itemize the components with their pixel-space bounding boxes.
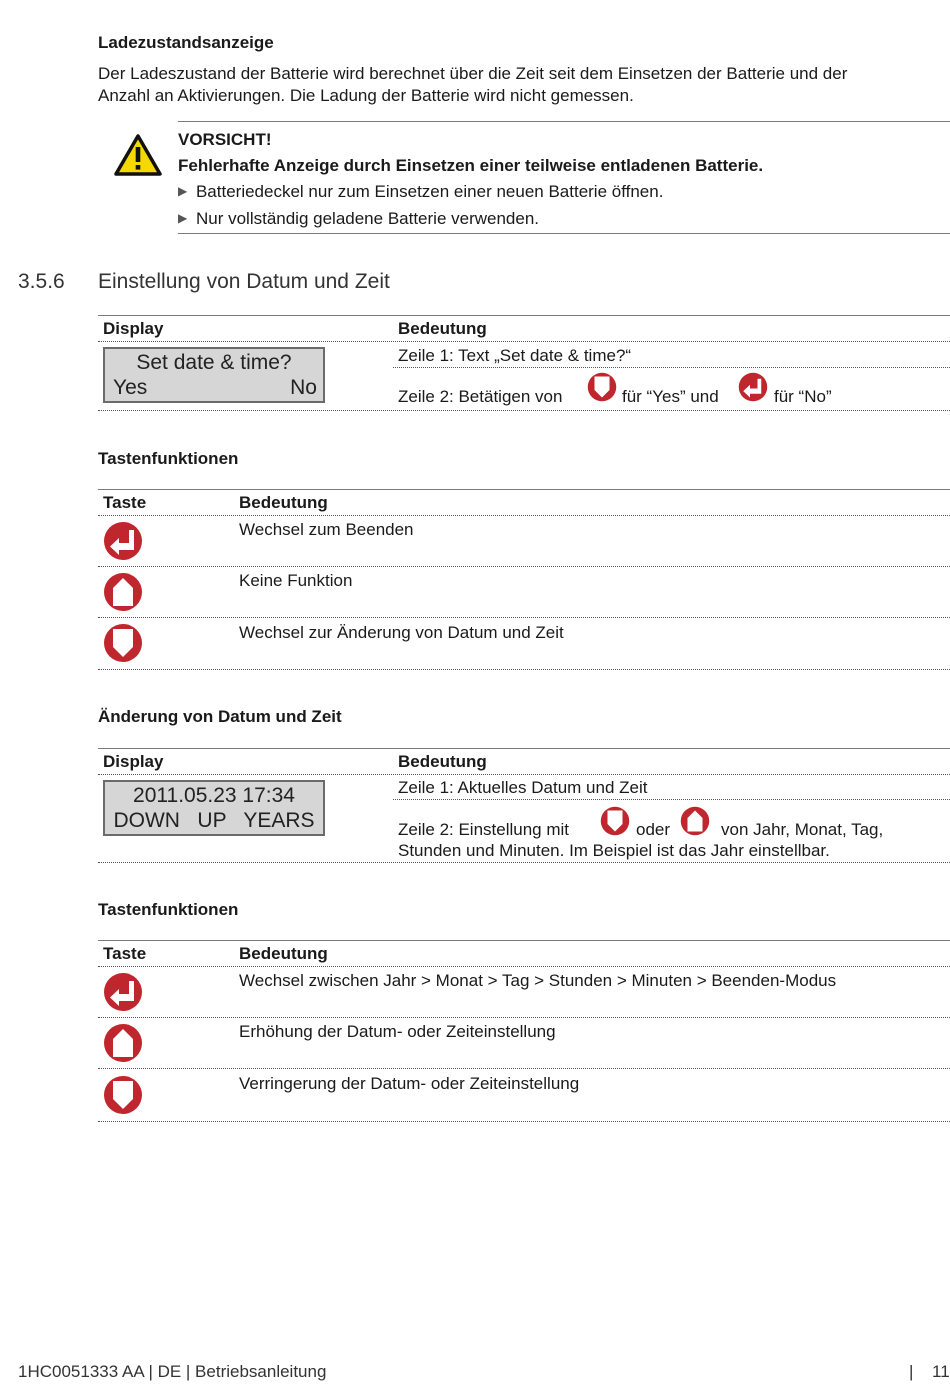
bullet-arrow-icon: ▶ bbox=[178, 211, 188, 225]
down-key-icon bbox=[587, 372, 617, 402]
table1-bottom-rule bbox=[98, 410, 950, 411]
up-key-icon bbox=[103, 572, 143, 612]
keys2-heading: Tastenfunktionen bbox=[98, 900, 239, 919]
keys1-col-meaning: Bedeutung bbox=[239, 493, 328, 512]
down-key-icon bbox=[103, 1075, 143, 1115]
keys2-bottom-rule bbox=[98, 1121, 950, 1122]
keys2-row-rule bbox=[98, 1068, 950, 1069]
change-row1: Zeile 1: Aktuelles Datum und Zeit bbox=[398, 778, 648, 797]
table1-col-display: Display bbox=[103, 319, 164, 338]
lcd-line1: 2011.05.23 17:34 bbox=[133, 784, 295, 807]
footer-separator: | bbox=[909, 1362, 914, 1381]
up-key-icon bbox=[680, 806, 710, 836]
table1-top-rule bbox=[98, 315, 950, 316]
down-key-icon bbox=[600, 806, 630, 836]
keys2-col-key: Taste bbox=[103, 944, 147, 963]
warning-triangle-icon bbox=[114, 134, 162, 176]
change-bottom-rule bbox=[98, 862, 950, 863]
lcd-line1: Set date & time? bbox=[136, 351, 292, 374]
keys2-row-rule bbox=[98, 1017, 950, 1018]
lcd-display bbox=[103, 347, 325, 403]
battery-heading: Ladezustandsanzeige bbox=[98, 33, 274, 52]
change-row-rule bbox=[393, 799, 950, 800]
caution-title: Fehlerhafte Anzeige durch Einsetzen einer teilweise entladenen Batterie. bbox=[178, 156, 764, 175]
enter-key-icon bbox=[103, 972, 143, 1012]
lcd-display bbox=[103, 780, 325, 836]
table1-header-rule bbox=[98, 341, 950, 342]
section-number: 3.5.6 bbox=[18, 270, 65, 293]
page-number: 11 bbox=[932, 1362, 950, 1381]
keys2-top-rule bbox=[98, 940, 950, 941]
table1-row1: Zeile 1: Text „Set date & time?“ bbox=[398, 346, 632, 365]
battery-text-line2: Anzahl an Aktivierungen. Die Ladung der Batterie wird nicht gemessen. bbox=[98, 86, 634, 105]
change-top-rule bbox=[98, 748, 950, 749]
caution-label: VORSICHT! bbox=[178, 130, 272, 149]
table1-row-rule bbox=[393, 367, 950, 368]
keys2-row-text: Wechsel zwischen Jahr > Monat > Tag > Stunden > Minuten > Beenden-Modus bbox=[239, 971, 837, 990]
keys1-row-text: Wechsel zum Beenden bbox=[239, 520, 414, 539]
keys2-row-text: Erhöhung der Datum- oder Zeiteinstellung bbox=[239, 1022, 556, 1041]
down-key-icon bbox=[103, 623, 143, 663]
battery-text-line1: Der Ladeszustand der Batterie wird berechnet über die Zeit seit dem Einsetzen der Batterie und der bbox=[98, 64, 848, 83]
keys1-col-key: Taste bbox=[103, 493, 147, 512]
section-title: Einstellung von Datum und Zeit bbox=[98, 270, 390, 293]
change-heading: Änderung von Datum und Zeit bbox=[98, 707, 342, 726]
table1-col-meaning: Bedeutung bbox=[398, 319, 487, 338]
enter-key-icon bbox=[103, 521, 143, 561]
change-row2-part1: Zeile 2: Einstellung mit bbox=[398, 820, 570, 839]
keys1-top-rule bbox=[98, 489, 950, 490]
keys2-header-rule bbox=[98, 966, 950, 967]
table1-row2-part2: für “Yes” und bbox=[622, 387, 719, 406]
lcd-line2 bbox=[113, 376, 317, 400]
table1-row2-part1: Zeile 2: Betätigen von bbox=[398, 387, 563, 406]
enter-key-icon bbox=[738, 372, 768, 402]
caution-top-rule bbox=[178, 121, 950, 122]
change-row2-part3: von Jahr, Monat, Tag, bbox=[721, 820, 884, 839]
change-row2-part4: Stunden und Minuten. Im Beispiel ist das Jahr einstellbar. bbox=[398, 841, 830, 860]
table1-row2-part3: für “No” bbox=[774, 387, 832, 406]
lcd-no: No bbox=[290, 376, 317, 399]
bullet-arrow-icon: ▶ bbox=[178, 184, 188, 198]
change-col-meaning: Bedeutung bbox=[398, 752, 487, 771]
up-key-icon bbox=[103, 1023, 143, 1063]
keys1-bottom-rule bbox=[98, 669, 950, 670]
keys1-row-rule bbox=[98, 617, 950, 618]
footer-document-id: 1HC0051333 AA | DE | Betriebsanleitung bbox=[18, 1362, 327, 1381]
caution-item: ▶ Nur vollständig geladene Batterie verwenden. bbox=[178, 209, 540, 228]
caution-item: ▶ Batteriedeckel nur zum Einsetzen einer neuen Batterie öffnen. bbox=[178, 182, 664, 201]
change-row2-part2: oder bbox=[636, 820, 671, 839]
lcd-line2: DOWN UP YEARS bbox=[113, 809, 315, 832]
keys1-row-text: Keine Funktion bbox=[239, 571, 353, 590]
keys1-header-rule bbox=[98, 515, 950, 516]
keys1-row-text: Wechsel zur Änderung von Datum und Zeit bbox=[239, 623, 564, 642]
caution-bottom-rule bbox=[178, 233, 950, 234]
change-header-rule bbox=[98, 774, 950, 775]
change-col-display: Display bbox=[103, 752, 164, 771]
lcd-yes: Yes bbox=[113, 376, 148, 399]
keys2-row-text: Verringerung der Datum- oder Zeiteinstellung bbox=[239, 1074, 580, 1093]
keys1-row-rule bbox=[98, 566, 950, 567]
keys1-heading: Tastenfunktionen bbox=[98, 449, 239, 468]
keys2-col-meaning: Bedeutung bbox=[239, 944, 328, 963]
